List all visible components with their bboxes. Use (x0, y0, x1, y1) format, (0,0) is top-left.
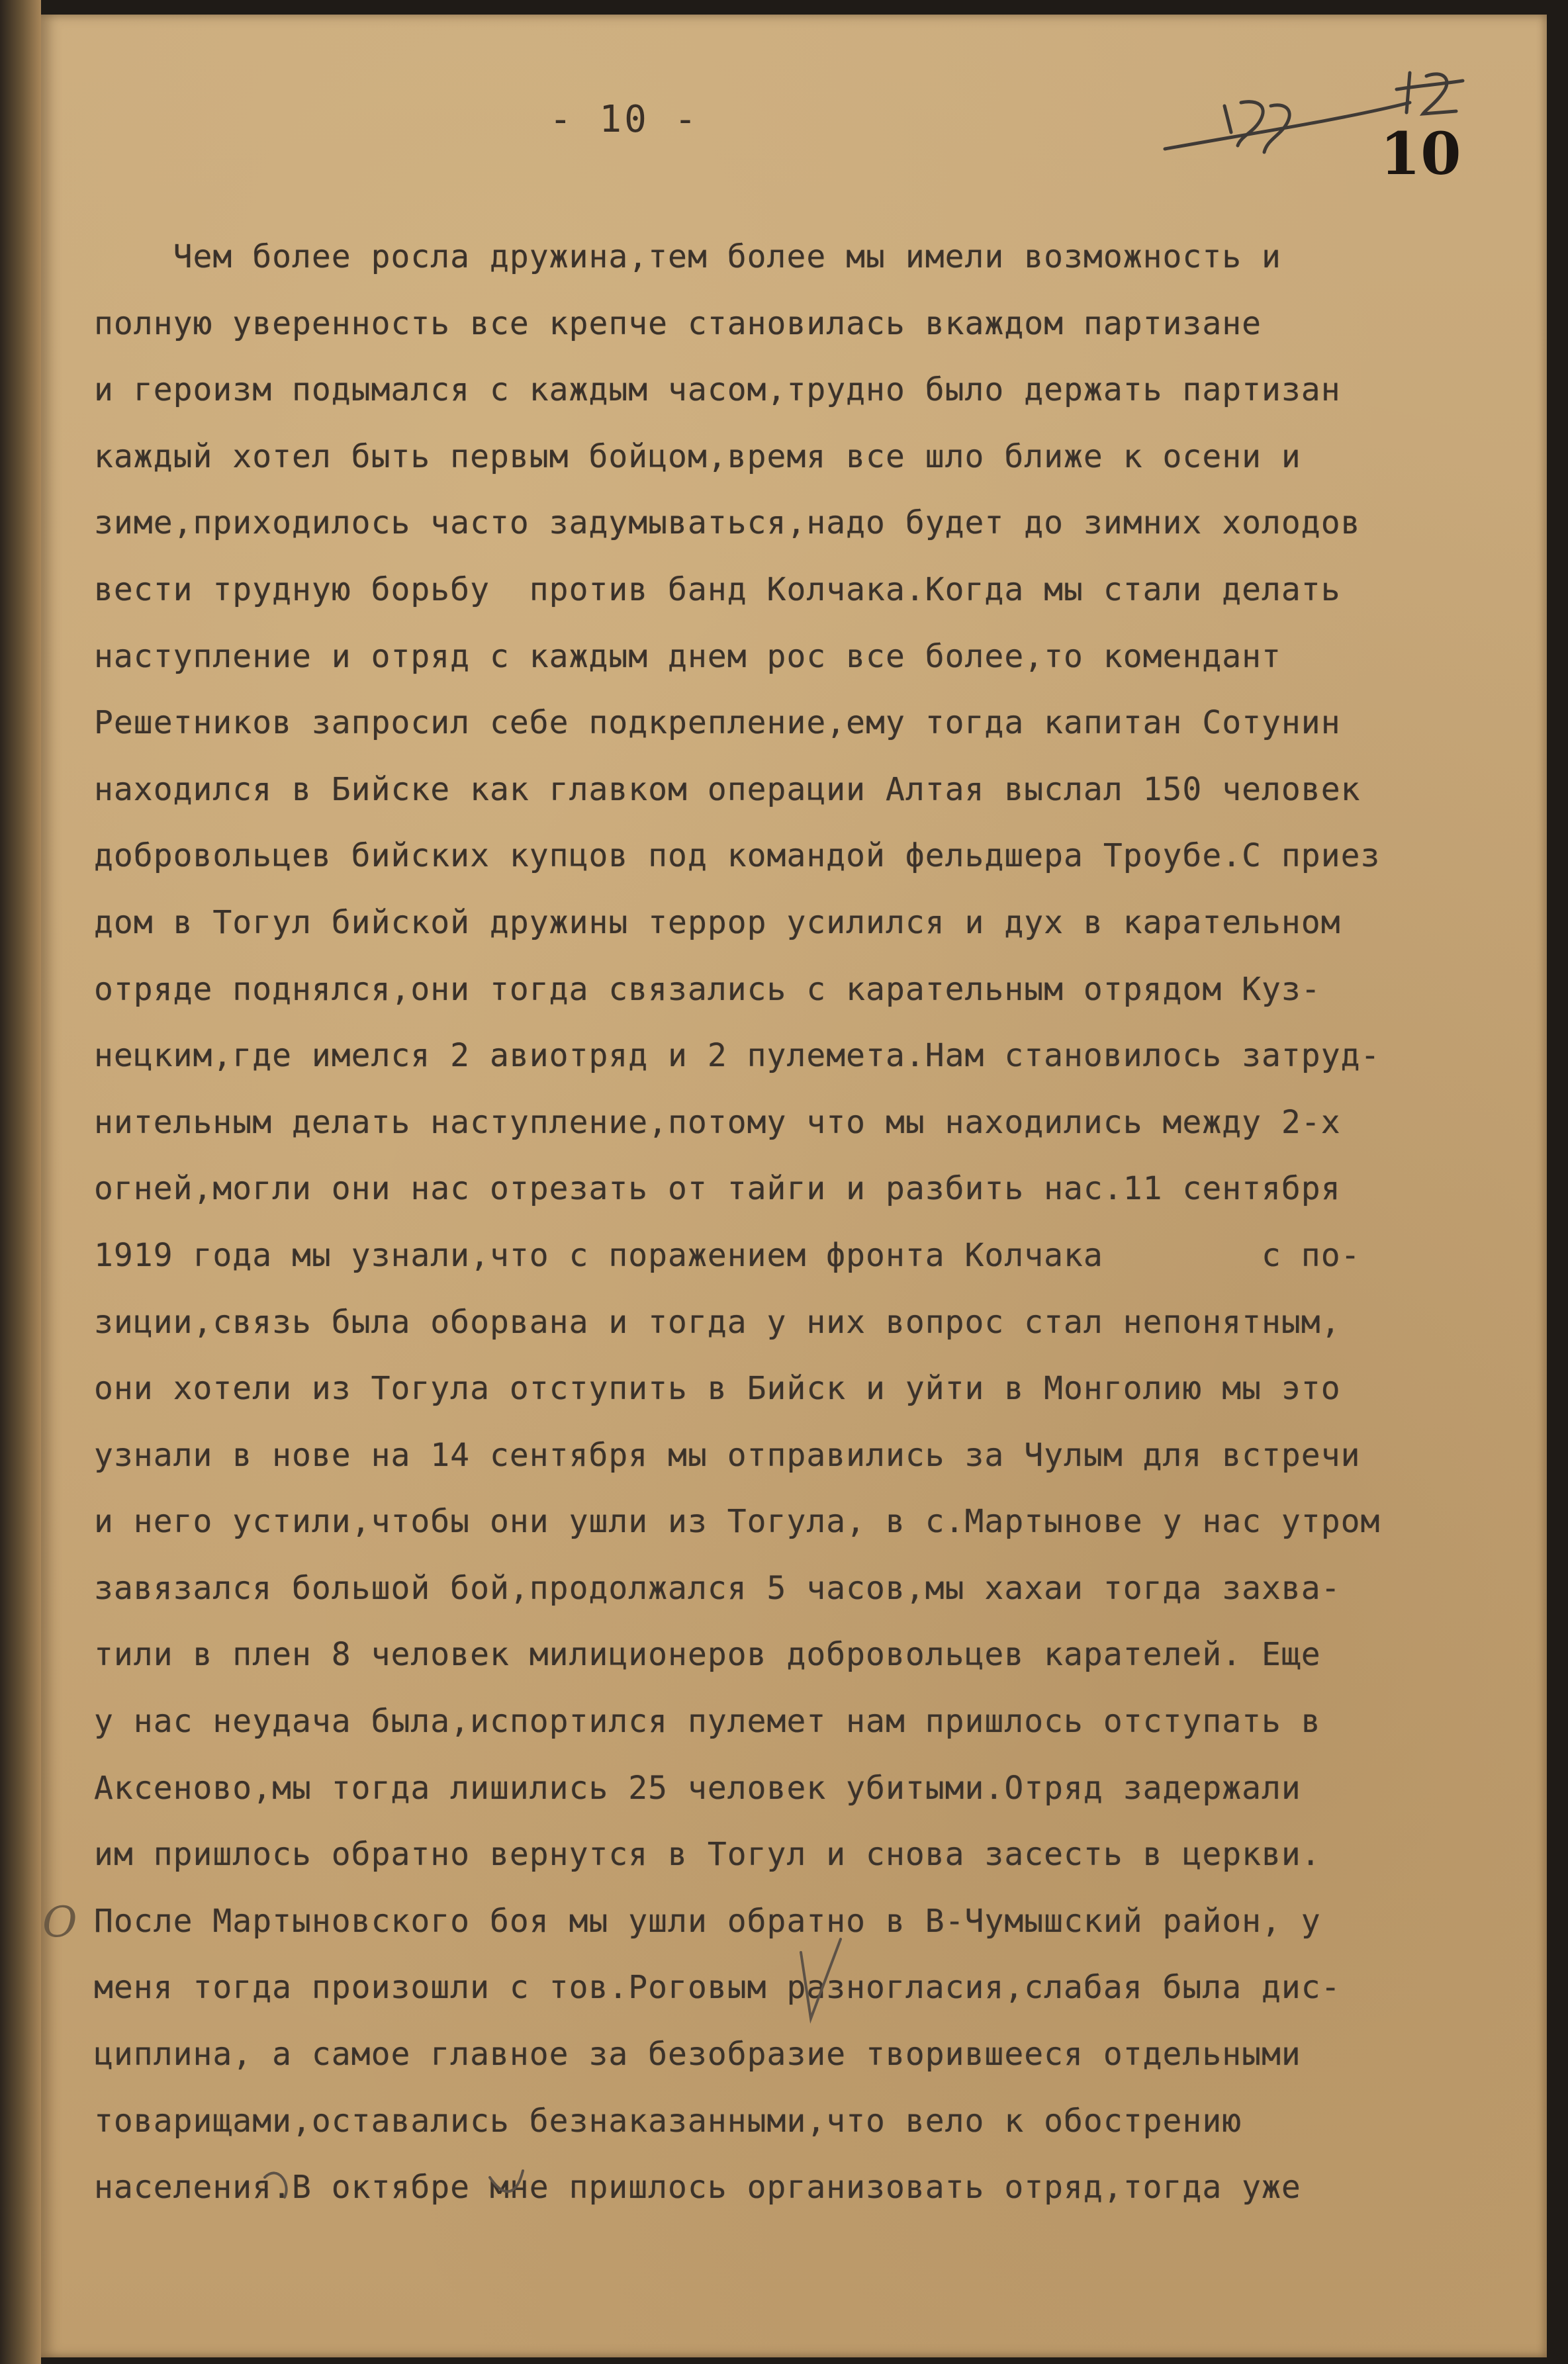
text-line: им пришлось обратно вернутся в Тогул и снова засесть в церкви. (94, 1836, 1321, 1874)
page-header: - 10 - (549, 98, 700, 141)
text-line: каждый хотел быть первым бойцом,время все шло ближе к осени и (94, 437, 1301, 475)
text-line: тили в плен 8 человек милиционеров добровольцев карателей. Еще (94, 1636, 1321, 1674)
text-line: Чем более росла дружина,тем более мы имели возможность и (94, 238, 1281, 275)
text-line: нительным делать наступление,потому что мы находились между 2-х (94, 1103, 1341, 1141)
text-line: меня тогда произошли с тов.Роговым разногласия,слабая была дис- (94, 1969, 1341, 2007)
text-line: циплина, а самое главное за безобразие творившееся отдельными (94, 2036, 1301, 2073)
margin-note: О (42, 1898, 77, 1947)
page-stamp-number: 10 (1380, 119, 1461, 188)
text-line: населения.В октябре мне пришлось организовать отряд,тогда уже (94, 2169, 1301, 2206)
text-line: вести трудную борьбу против банд Колчака.Когда мы стали делать (94, 570, 1341, 608)
text-line: полную уверенность все крепче становилась вкаждом партизане (94, 304, 1262, 342)
text-line: у нас неудача была,испортился пулемет нам пришлось отступать в (94, 1703, 1321, 1741)
handwritten-number-12 (1397, 73, 1463, 114)
handwritten-crossed-number (1165, 102, 1410, 152)
text-line: наступление и отряд с каждым днем рос все более,то комендант (94, 637, 1281, 675)
document-body (94, 224, 1534, 2221)
text-line: товарищами,оставались безнаказанными,что вело к обострению (94, 2102, 1242, 2140)
text-line: отряде поднялся,они тогда связались с карательным отрядом Куз- (94, 970, 1321, 1008)
text-line: зиме,приходилось часто задумываться,надо будет до зимних холодов (94, 504, 1361, 542)
text-line: и него устили,чтобы они ушли из Тогула, в с.Мартынове у нас утром (94, 1503, 1381, 1541)
text-line: Решетников запросил себе подкрепление,ему тогда капитан Сотунин (94, 704, 1341, 742)
text-line: находился в Бийске как главком операции Алтая выслал 150 человек (94, 770, 1361, 808)
text-line: 1919 года мы узнали,что с поражением фронта Колчака с по- (94, 1236, 1361, 1274)
text-line: нецким,где имелся 2 авиотряд и 2 пулемета.Нам становилось затруд- (94, 1037, 1381, 1075)
binding-edge (0, 0, 41, 2364)
text-line: узнали в нове на 14 сентября мы отправились за Чулым для встречи (94, 1436, 1361, 1474)
text-line: После Мартыновского боя мы ушли обратно в В-Чумышский район, у (94, 1902, 1321, 1940)
text-line: дом в Тогул бийской дружины террор усилился и дух в карательном (94, 903, 1341, 941)
text-line: зиции,связь была оборвана и тогда у них вопрос стал непонятным, (94, 1303, 1341, 1341)
text-line: огней,могли они нас отрезать от тайги и разбить нас.11 сентября (94, 1170, 1341, 1208)
text-line: Аксеново,мы тогда лишились 25 человек убитыми.Отряд задержали (94, 1769, 1301, 1807)
text-line: они хотели из Тогула отступить в Бийск и уйти в Монголию мы это (94, 1370, 1341, 1408)
text-line: и героизм подымался с каждым часом,трудно было держать партизан (94, 371, 1341, 409)
text-line: добровольцев бийских купцов под командой фельдшера Троубе.С приез (94, 837, 1381, 875)
text-line: завязался большой бой,продолжался 5 часов,мы хахаи тогда захва- (94, 1569, 1341, 1607)
